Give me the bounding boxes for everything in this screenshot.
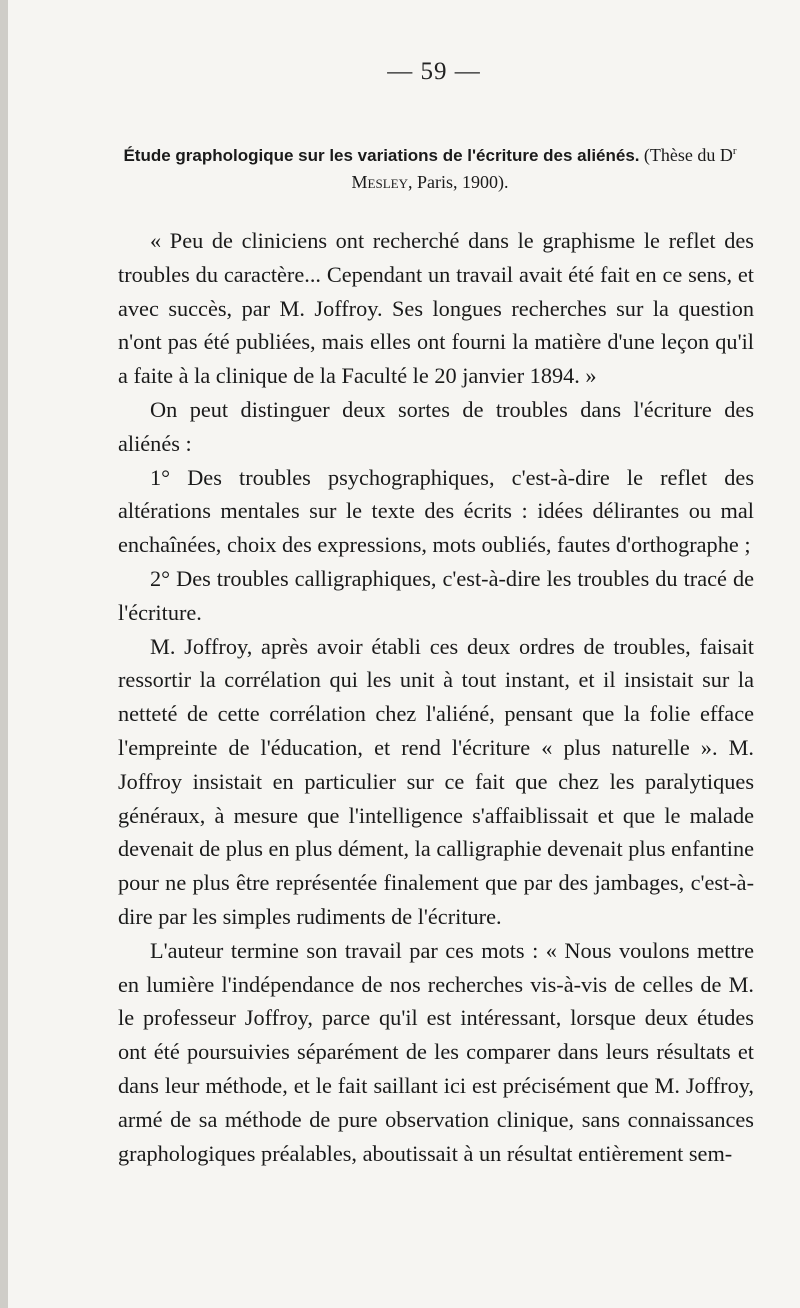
paragraph-conclusion: L'auteur termine son travail par ces mots : « Nous voulons mettre en lumière l'indépendance de nos recherches vis-à-vis de celles de M. le professeur Joffroy, parce qu'il est intéressant, lorsque deux études ont été poursuivies séparément de les comparer dans leurs résultats et dans leur méthode, et le fait saillant ici est précisément que M. Joffroy, armé de sa méthode de pure observation clinique, sans connaissances graphologiques préalables, aboutissait à un résultat entièrement sem- bbox=[118, 937, 754, 1166]
paragraph-intro: On peut distinguer deux sortes de troubles dans l'écriture des aliénés : bbox=[118, 396, 754, 456]
citation-author: Mesley bbox=[351, 172, 408, 192]
page-edge-shadow bbox=[0, 0, 8, 1308]
heading-title: Étude graphologique sur les variations de l'écriture des aliénés. bbox=[123, 146, 640, 165]
section-heading bbox=[118, 138, 742, 196]
paragraph-joffroy: M. Joffroy, après avoir établi ces deux ordres de troubles, faisait ressortir la corrélation qui les unit à tout instant, et il insistait sur la netteté de cette corrélation chez l'aliéné, pensant que la folie efface l'empreinte de l'éducation, et rend l'écriture « plus naturelle ». M. Joffroy insistait en particulier sur ce fait que chez les paralytiques généraux, à mesure que l'intelligence s'affaiblissait et que le malade devenait de plus en plus dément, la calligraphie devenait plus enfantine pour ne plus être représentée finalement que par des jambages, c'est-à-dire par les simples rudiments de l'écriture. bbox=[118, 633, 754, 929]
paragraph-quote: « Peu de cliniciens ont recherché dans le graphisme le reflet des troubles du caractère... Cependant un travail avait été fait en ce sens, et avec succès, par M. Joffroy. Ses longues recherches sur la question n'ont pas été publiées, mais elles ont fourni la matière d'une leçon qu'il a faite à la clinique de la Faculté le 20 janvier 1894. » bbox=[118, 228, 754, 389]
page-number: — 59 — bbox=[387, 58, 481, 85]
paragraph-item-1: 1° Des troubles psychographiques, c'est-à-dire le reflet des altérations mentales sur le texte des écrits : idées délirantes ou mal enchaînées, choix des expressions, mots oubliés, fautes d'orthographe ; bbox=[118, 464, 754, 558]
body-text bbox=[118, 224, 754, 1170]
citation-suffix: , Paris, 1900). bbox=[407, 172, 509, 192]
citation-sup: r bbox=[732, 145, 737, 157]
citation-prefix: (Thèse du D bbox=[643, 145, 733, 165]
paragraph-item-2: 2° Des troubles calligraphiques, c'est-à-dire les troubles du tracé de l'écriture. bbox=[118, 565, 754, 625]
